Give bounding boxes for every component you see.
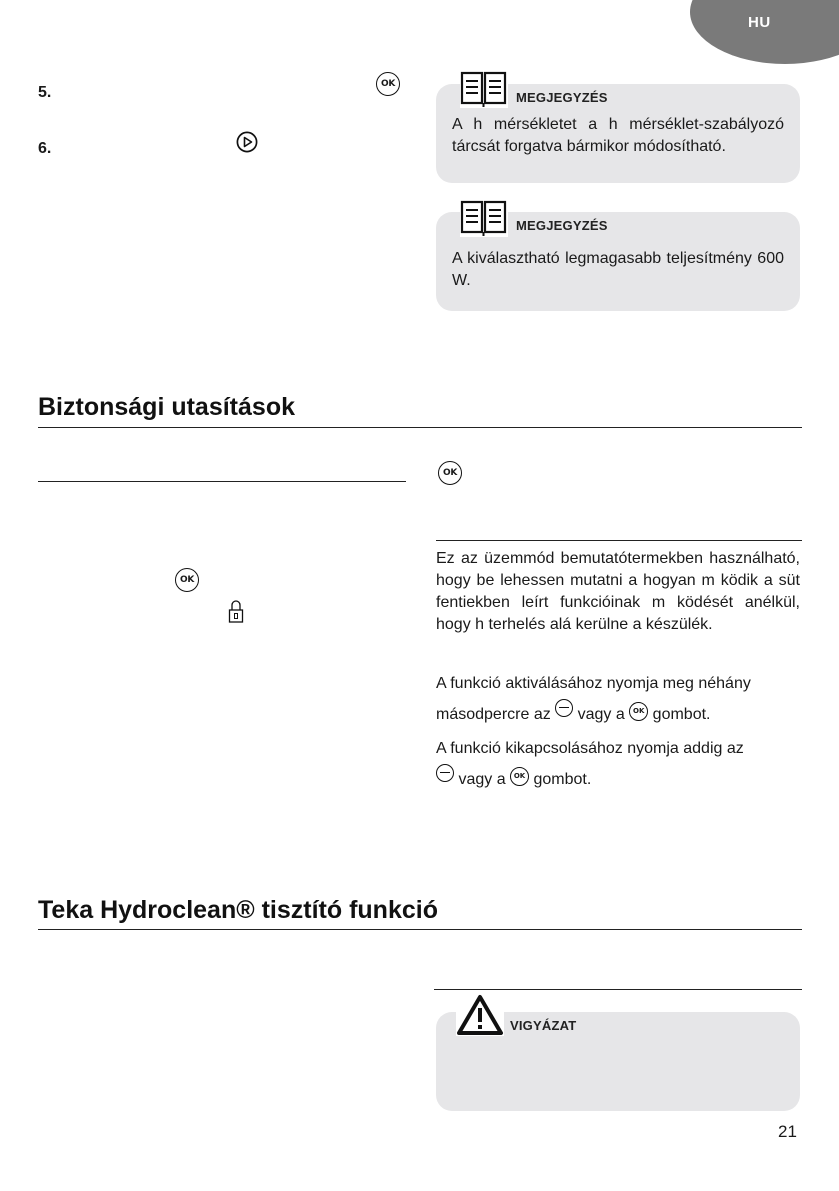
activate-text-mid: vagy a <box>577 706 625 723</box>
note-title: MEGJEGYZÉS <box>516 218 608 233</box>
book-icon <box>460 199 508 237</box>
language-tab <box>690 0 839 64</box>
subsection-divider-right <box>436 540 802 541</box>
section-divider <box>38 427 802 428</box>
page-number: 21 <box>778 1122 797 1141</box>
section-divider <box>38 929 802 930</box>
step-number-5: 5. <box>38 84 52 101</box>
language-tab-label: HU <box>748 14 771 31</box>
activate-instructions <box>436 669 802 730</box>
subsection-divider-right <box>434 989 802 990</box>
deactivate-text-end: gombot. <box>533 771 592 788</box>
ok-button-icon: OK <box>175 568 199 592</box>
deactivate-text-start: A funkció kikapcsolásához nyomja addig az <box>436 740 744 757</box>
lock-icon <box>228 598 244 624</box>
activate-text-end: gombot. <box>652 706 711 723</box>
section-title-safety: Biztonsági utasítások <box>38 393 295 421</box>
book-icon <box>460 70 508 108</box>
minus-button-icon <box>555 699 573 717</box>
note-title: MEGJEGYZÉS <box>516 90 608 105</box>
demo-mode-paragraph: Ez az üzemmód bemutatótermekben használható, hogy be lehessen mutatni a hogyan m ködik a süt fentiekben leírt funkcióinak m ködését anélkül, hogy h terhelés alá kerülne a készülék. <box>436 550 800 633</box>
note-text-power: A kiválasztható legmagasabb teljesítmény 600 W. <box>452 250 784 289</box>
play-button-icon <box>236 131 258 153</box>
deactivate-instructions <box>436 734 802 795</box>
step-number-6: 6. <box>38 140 52 157</box>
activate-text-start: A funkció aktiválásához nyomja meg néhány másodpercre az <box>436 675 751 723</box>
section-title-hydroclean: Teka Hydroclean® tisztító funkció <box>38 896 438 924</box>
subsection-divider-left <box>38 481 406 482</box>
warning-title: VIGYÁZAT <box>510 1018 577 1033</box>
ok-button-icon: OK <box>510 767 529 786</box>
ok-button-icon: OK <box>629 702 648 721</box>
ok-button-icon: OK <box>438 461 462 485</box>
note-text-temperature: A h mérsékletet a h mérséklet-szabályozó tárcsát forgatva bármikor módosítható. <box>452 116 784 155</box>
minus-button-icon <box>436 764 454 782</box>
ok-button-icon: OK <box>376 72 400 96</box>
deactivate-text-mid: vagy a <box>458 771 506 788</box>
warning-triangle-icon <box>456 994 504 1036</box>
